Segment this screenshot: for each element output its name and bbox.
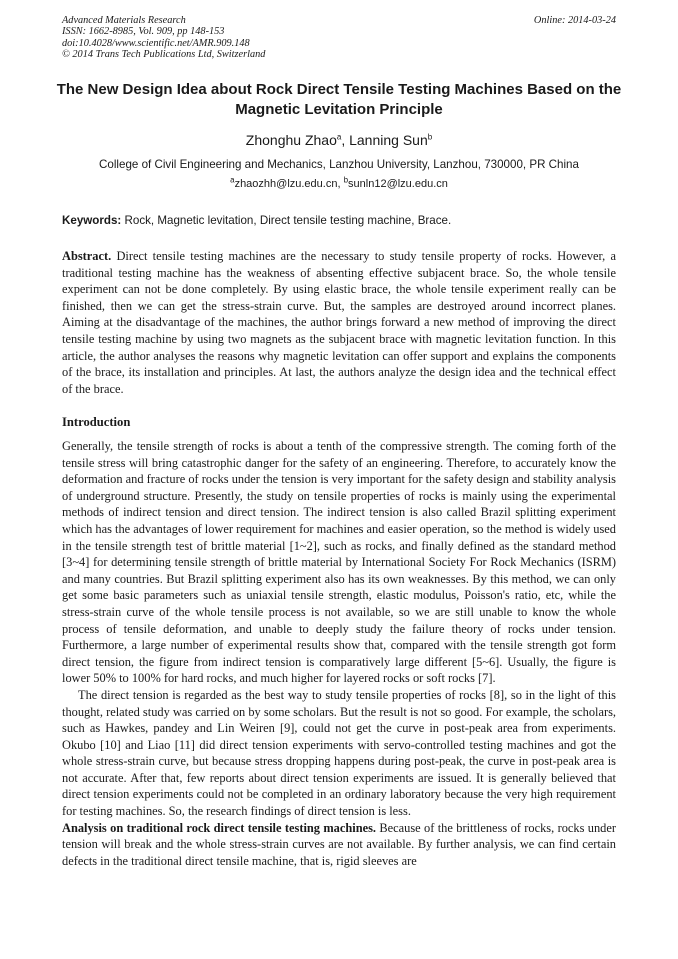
author-separator: , xyxy=(341,132,350,148)
abstract-text: Direct tensile testing machines are the necessary to study tensile property of rocks. However, a traditional testing machine has the weakness of absenting effective subjacent brace. So, the whole tensile experiment can not be done completely. By using elastic brace, the whole tensile experiment really can be finished, then we can get the stress-strain curve. But, the samples are destroyed around incorrect planes. Aiming at the disadvantage of the machines, the author brings forward a new method of improving the direct tensile testing machine by using two magnets as the subjacent brace with magnetic levitation function. In this article, the author analyses the reasons why magnetic levitation can offer support and explains the components of the brace, its installation and principles. At last, the authors analyze the design idea and the technical effect of the brace. xyxy=(62,249,616,396)
keywords xyxy=(62,214,451,227)
author-name: Lanning Sun xyxy=(349,132,428,148)
intro-paragraph-2: The direct tension is regarded as the best way to study tensile properties of rocks [8], so in the light of this thought, related study was carried on by some scholars. But the result is not so good. For example, the scholars, such as Hawkes, pandey and Lin Weiren [9], could not get the curve in post-peak area from experiments. Okubo [10] and Liao [11] did direct tension experiments with servo-controlled testing machines and got the whole stress-strain curve, but because stress dropping happens during post-peak, the curve in post-peak area is not accurate. After that, few reports about direct tension experiments are issued. It is generally believed that direct tension experiments could not be completed in an ordinary laboratory because the very high requirement for testing machines. So, the research findings of direct tension is less. xyxy=(62,687,616,819)
section-heading-introduction: Introduction xyxy=(62,415,131,429)
author-superscript: b xyxy=(427,132,433,142)
keywords-text: Rock, Magnetic levitation, Direct tensile testing machine, Brace. xyxy=(121,214,452,227)
introduction-section xyxy=(62,438,616,869)
journal-name: Advanced Materials Research xyxy=(62,15,186,26)
email-b: sunln12@lzu.edu.cn xyxy=(348,178,448,190)
author-line xyxy=(0,132,678,148)
online-date: Online: 2014-03-24 xyxy=(533,15,616,26)
intro-paragraph-1: Generally, the tensile strength of rocks is about a tenth of the compressive strength. The coming forth of the tensile stress will bring catastrophic danger for the safety of an engineering. Therefore, to accurately know the deformation and fracture of rocks under the tension is very important for the safety design and stability analysis of underground structure. Presently, the study on tensile properties of rocks is mainly using the experimental methods of indirect tension and direct tension. The indirect tension is also called Brazil splitting experiment which has the advantages of lower requirement for machines and easier operation, so the method is widely used in the tensile strength test of brittle material [1~2], such as rocks, and finally defined as the standard method [3~4] for determining tensile strength of brittle material by International Society For Rock Mechanics (ISRM) and many countries. But Brazil splitting experiment also has its own weaknesses. By this method, we can only get some basic parameters such as uniaxial tensile strength, elastic modulus, Poisson's ratio, etc, while the stress-strain curve of the whole tensile process is not available, so we are still unable to know the whole process of tensile deformation, and unable to deeply study the failure theory of rocks under tension. Furthermore, a large number of experimental results show that, compared with the tensile strength got form direct tension, the figure from indirect tension is comparatively large different [5~6]. Usually, the figure is lower 50% to 100% for hard rocks, and much higher for layered rocks or soft rocks [7]. xyxy=(62,439,616,686)
intro-paragraph-3-text: Because of the brittleness of rocks, rocks under tension will break and the whole stress-strain curves are not available. By further analysis, we can find certain defects in the traditional direct tensile machine, that is, rigid sleeves are xyxy=(62,820,616,868)
journal-header xyxy=(62,15,265,61)
issn-line: ISSN: 1662-8985, Vol. 909, pp 148-153 xyxy=(62,26,225,38)
author-name: Zhonghu Zhao xyxy=(245,132,337,148)
intro-paragraph-3 xyxy=(62,820,616,870)
run-in-heading: Analysis on traditional rock direct tensile testing machines. xyxy=(62,820,377,835)
email-superscript: b xyxy=(343,175,349,185)
copyright-line: © 2014 Trans Tech Publications Ltd, Switzerland xyxy=(62,49,266,61)
abstract xyxy=(62,248,616,397)
keywords-label: Keywords: xyxy=(62,214,122,227)
email-a: zhaozhh@lzu.edu.cn, xyxy=(234,178,344,190)
paper-title: The New Design Idea about Rock Direct Tensile Testing Machines Based on the Magnetic Levitation Principle xyxy=(56,81,622,118)
affiliation: College of Civil Engineering and Mechanics, Lanzhou University, Lanzhou, 730000, PR China xyxy=(99,158,579,171)
email-line xyxy=(0,175,678,190)
author-superscript: a xyxy=(336,132,342,142)
doi-line: doi:10.4028/www.scientific.net/AMR.909.148 xyxy=(62,37,250,49)
email-superscript: a xyxy=(230,175,235,185)
abstract-label: Abstract. xyxy=(62,249,112,263)
abstract-paragraph xyxy=(62,248,616,397)
